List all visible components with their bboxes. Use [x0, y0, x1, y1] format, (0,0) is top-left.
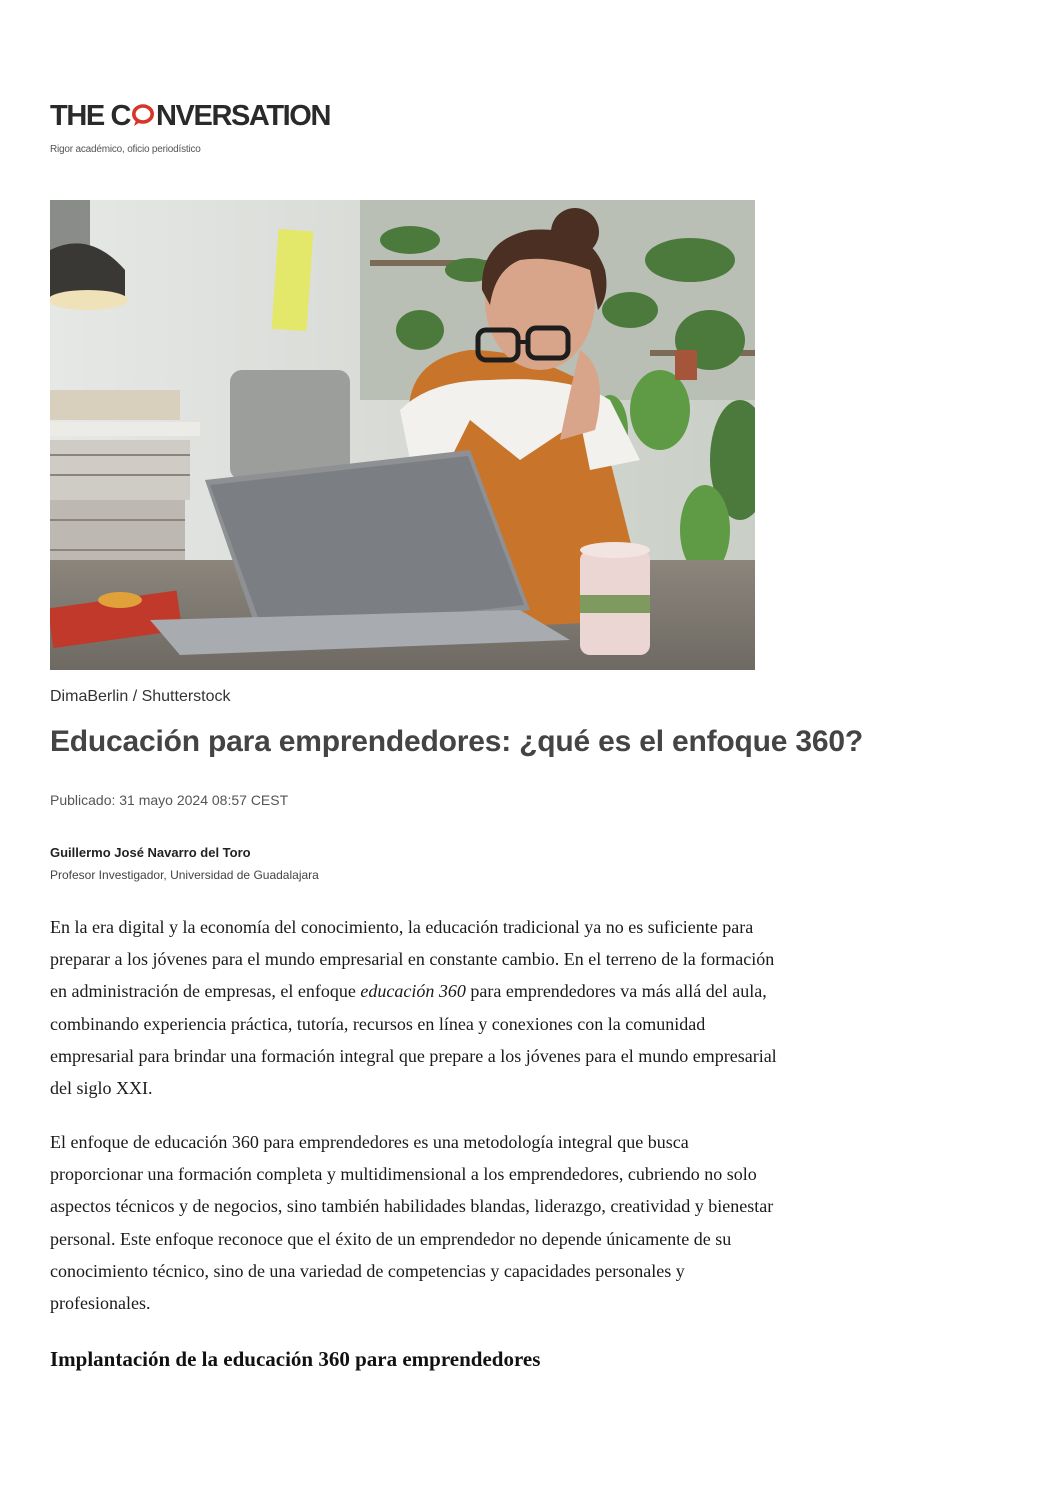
- section-heading: Implantación de la educación 360 para emprendedores: [50, 1347, 541, 1371]
- paragraph-line: proporcionar una formación completa y multidimensional a los emprendedores, cubriendo no solo: [50, 1164, 757, 1185]
- article-title: Educación para emprendedores: ¿qué es el enfoque 360?: [50, 725, 863, 758]
- hero-image: [50, 200, 755, 670]
- emphasis-text: educación 360: [360, 981, 466, 1002]
- paragraph-line: En la era digital y la economía del conocimiento, la educación tradicional ya no es suficiente para: [50, 917, 754, 937]
- publish-date: Publicado: 31 mayo 2024 08:57 CEST: [50, 792, 289, 808]
- paragraph-line: preparar a los jóvenes para el mundo empresarial en constante cambio. En el terreno de la formación: [50, 949, 775, 970]
- photo-woman-laptop-icon: [50, 200, 755, 670]
- paragraph-line: conocimiento técnico, sino de una variedad de competencias y capacidades personales y: [50, 1260, 685, 1281]
- logo-text-end: NVERSATION: [156, 100, 330, 132]
- paragraph-line: aspectos técnicos y de negocios, sino también habilidades blandas, liderazgo, creatividad y bienestar: [50, 1196, 774, 1217]
- paragraph-line: empresarial para brindar una formación integral que prepare a los jóvenes para el mundo empresarial: [50, 1045, 777, 1066]
- site-logo[interactable]: [50, 98, 330, 134]
- site-tagline: Rigor académico, oficio periodístico: [50, 144, 201, 155]
- logo-text-start: THE C: [50, 100, 131, 132]
- author-role: Profesor Investigador, Universidad de Guadalajara: [50, 868, 319, 882]
- paragraph-line: del siglo XXI.: [50, 1078, 153, 1099]
- paragraph-definition: [50, 1126, 870, 1319]
- author-name[interactable]: Guillermo José Navarro del Toro: [50, 845, 251, 860]
- paragraph-line: personal. Este enfoque reconoce que el éxito de un emprendedor no depende únicamente de su: [50, 1228, 732, 1249]
- paragraph-line: El enfoque de educación 360 para emprendedores es una metodología integral que busca: [50, 1132, 689, 1152]
- speech-bubble-icon: [131, 100, 155, 124]
- text-fragment: para emprendedores va más allá del aula,: [465, 981, 767, 1002]
- text-fragment: en administración de empresas, el enfoque: [50, 981, 361, 1002]
- paragraph-intro: [50, 911, 870, 1104]
- paragraph-line: combinando experiencia práctica, tutoría, recursos en línea y conexiones con la comunidad: [50, 1013, 706, 1034]
- image-credit: DimaBerlin / Shutterstock: [50, 688, 231, 705]
- paragraph-line: [50, 975, 870, 1007]
- paragraph-line: profesionales.: [50, 1293, 151, 1314]
